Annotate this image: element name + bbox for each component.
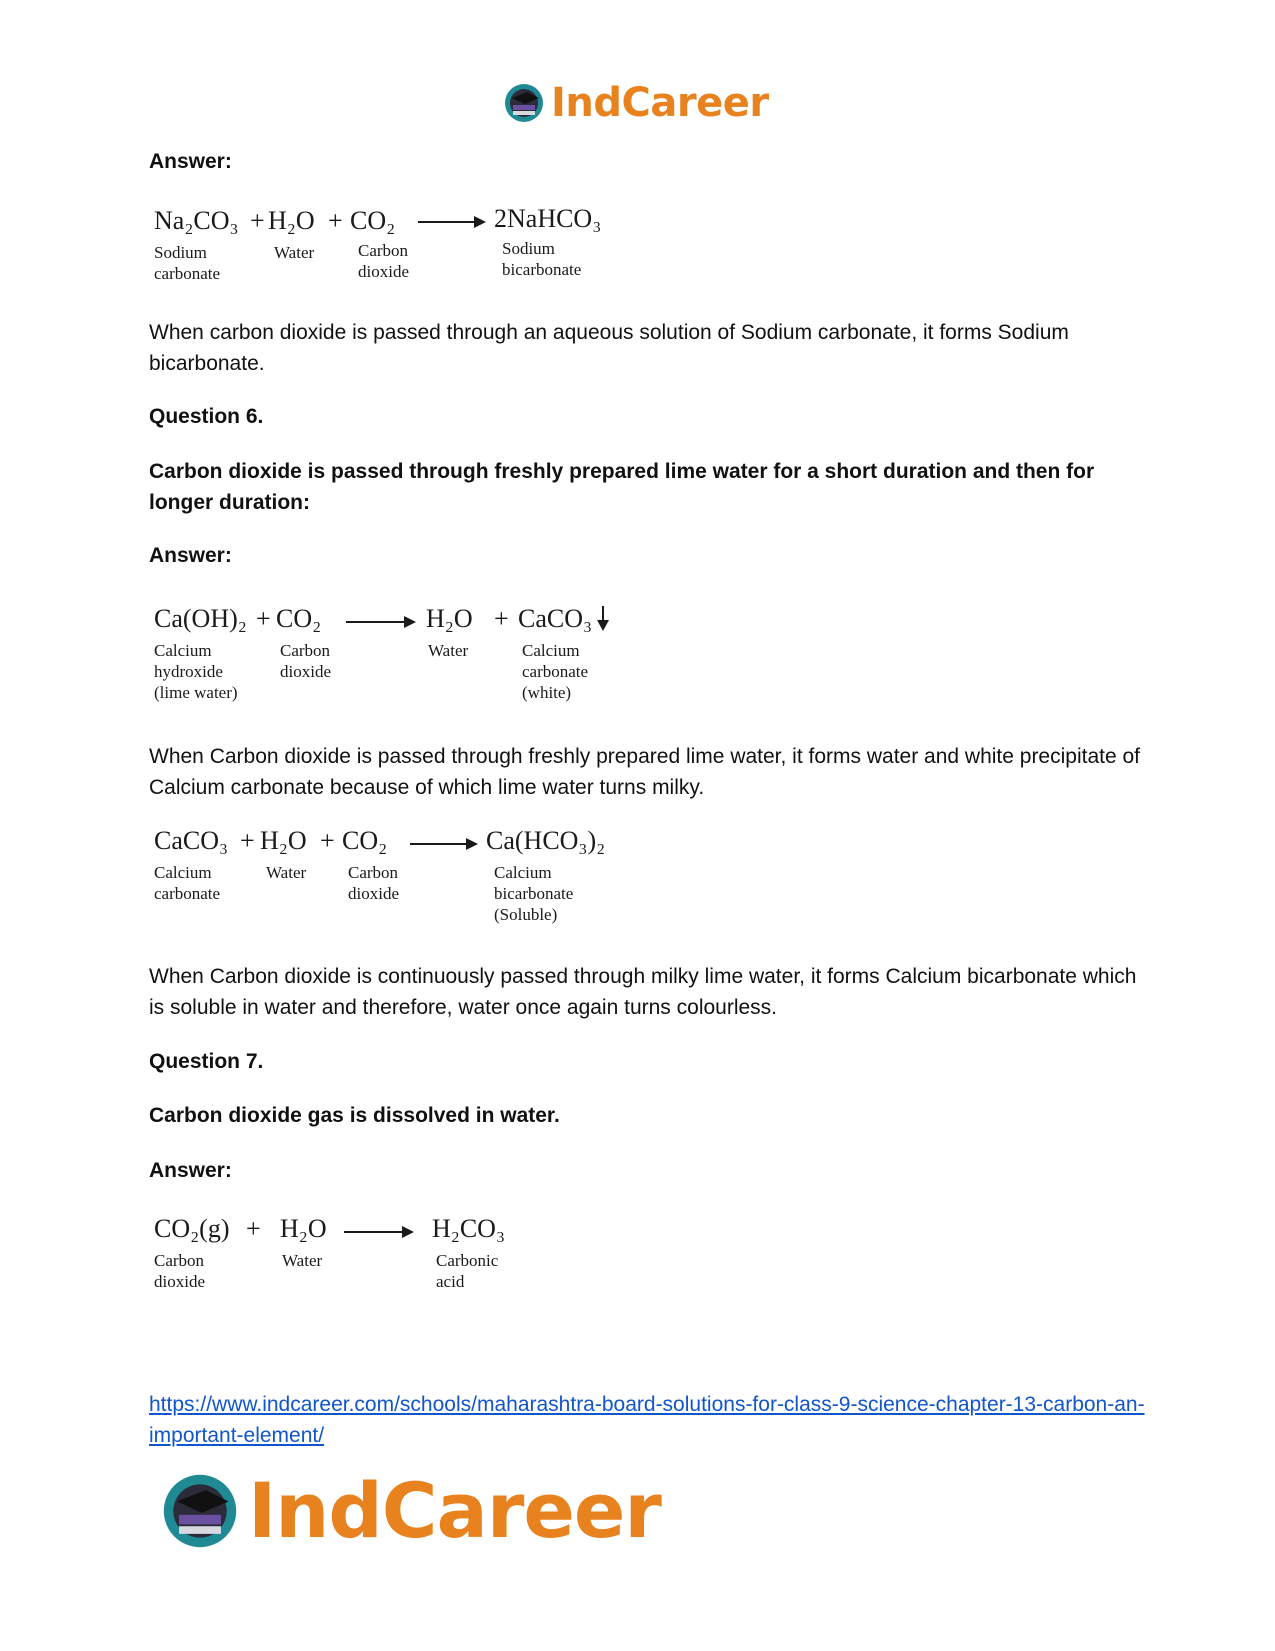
reaction-arrow (418, 221, 484, 223)
name-reactant-1: Calcium hydroxide (lime water) (154, 641, 238, 702)
name-reactant-1: Calcium carbonate (154, 863, 221, 903)
precipitate-arrow-icon (602, 606, 604, 628)
formula-reactant-2: H₂O (260, 826, 307, 855)
question-text: Carbon dioxide is passed through freshly prepared lime water for a short duration and then for longer duration: (149, 460, 1095, 514)
equation-sodium-bicarbonate (150, 200, 620, 290)
name-product-1: Water (428, 641, 469, 660)
equation-carbonic-acid (150, 1210, 530, 1300)
formula-product: H₂CO₃ (432, 1214, 506, 1243)
formula-reactant-2: CO₂ (276, 604, 322, 633)
formula-product: Ca(HCO₃)₂ (486, 826, 606, 855)
formula-reactant-1: CaCO₃ (154, 826, 229, 855)
source-link[interactable]: https://www.indcareer.com/schools/maharashtra-board-solutions-for-class-9-science-chapter-13-carbon-an-important-element/ (149, 1393, 1145, 1447)
question-label: Question 7. (149, 1050, 264, 1073)
plus-sign: + (328, 206, 343, 235)
reaction-arrow (346, 621, 414, 623)
formula-reactant-1: CO₂(g) (154, 1214, 230, 1243)
name-product: Sodium bicarbonate (502, 239, 582, 279)
equation-lime-water (150, 600, 620, 710)
name-product: Calcium bicarbonate (Soluble) (494, 863, 574, 924)
formula-product-1: H₂O (426, 604, 473, 633)
equation-calcium-bicarbonate (150, 822, 620, 932)
formula-product: 2NaHCO₃ (494, 204, 602, 233)
plus-sign: + (320, 826, 335, 855)
plus-sign: + (246, 1214, 261, 1243)
header-logo (503, 80, 769, 126)
formula-product-2: CaCO₃ (518, 604, 593, 633)
brand-name: IndCareer (248, 1466, 661, 1555)
reaction-arrow (344, 1231, 412, 1233)
formula-reactant-3: CO₂ (350, 206, 396, 235)
name-reactant-2: Water (282, 1251, 323, 1270)
question-label: Question 6. (149, 405, 264, 428)
formula-reactant-2: H₂O (280, 1214, 327, 1243)
answer-label: Answer: (149, 1159, 232, 1182)
plus-sign: + (256, 604, 271, 633)
answer-paragraph: When carbon dioxide is passed through an aqueous solution of Sodium carbonate, it forms Sodium bicarbonate. (149, 321, 1069, 375)
name-reactant-2: Water (274, 243, 315, 262)
plus-sign: + (240, 826, 255, 855)
name-product: Carbonic acid (436, 1251, 499, 1291)
formula-reactant-2: H₂O (268, 206, 315, 235)
answer-paragraph: When Carbon dioxide is continuously passed through milky lime water, it forms Calcium bicarbonate which is soluble in water and therefore, water once again turns colourless. (149, 965, 1137, 1019)
name-product-2: Calcium carbonate (white) (522, 641, 589, 702)
name-reactant-2: Carbon dioxide (280, 641, 331, 681)
plus-sign: + (494, 604, 509, 633)
indcareer-logo-icon (503, 82, 545, 124)
name-reactant-1: Carbon dioxide (154, 1251, 205, 1291)
reaction-arrow (410, 843, 476, 845)
name-reactant-2: Water (266, 863, 307, 882)
name-reactant-1: Sodium carbonate (154, 243, 221, 283)
formula-reactant-1: Na₂CO₃ (154, 206, 239, 235)
formula-reactant-1: Ca(OH)₂ (154, 604, 247, 633)
footer-logo (160, 1468, 661, 1554)
name-reactant-3: Carbon dioxide (358, 241, 409, 281)
formula-reactant-3: CO₂ (342, 826, 388, 855)
answer-paragraph: When Carbon dioxide is passed through freshly prepared lime water, it forms water and white precipitate of Calcium carbonate because of which lime water turns milky. (149, 745, 1140, 799)
answer-label: Answer: (149, 150, 232, 173)
plus-sign: + (250, 206, 265, 235)
indcareer-logo-icon (160, 1471, 240, 1551)
brand-name: IndCareer (551, 80, 769, 126)
question-text: Carbon dioxide gas is dissolved in water. (149, 1104, 560, 1127)
name-reactant-3: Carbon dioxide (348, 863, 399, 903)
answer-label: Answer: (149, 544, 232, 567)
